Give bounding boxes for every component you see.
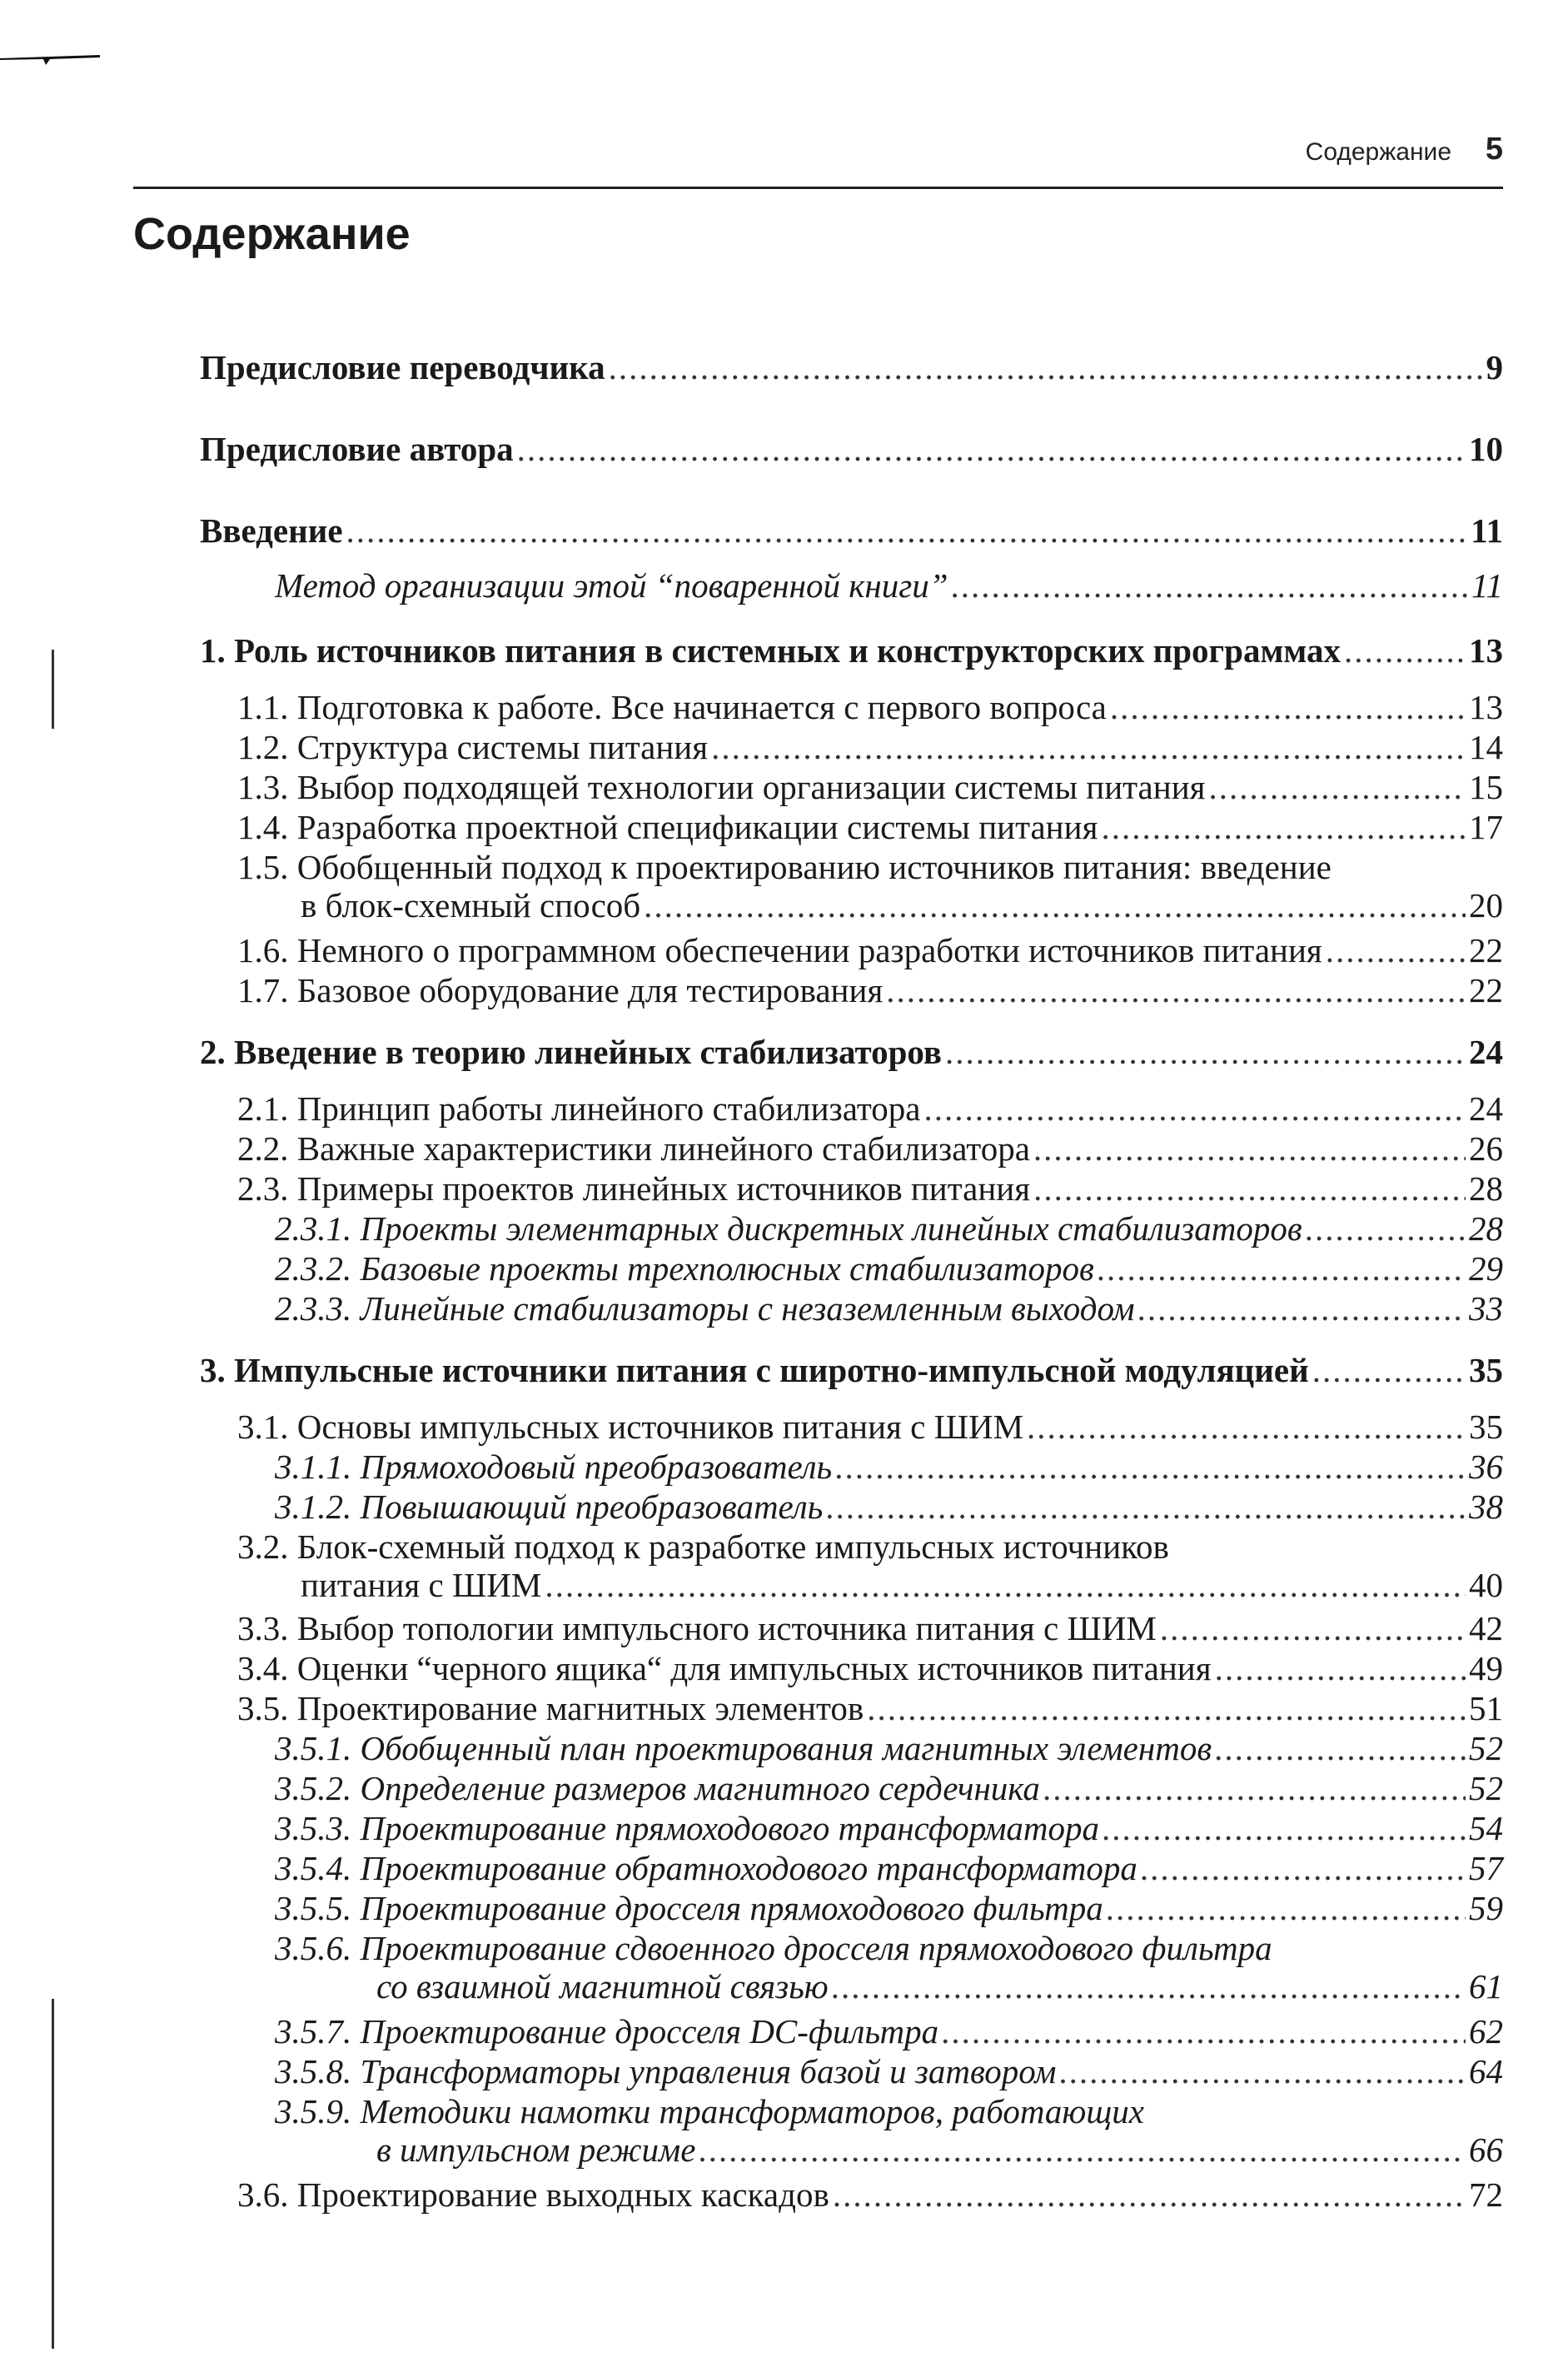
toc-entry	[200, 1769, 1503, 1807]
toc-page-number: 35	[1469, 1408, 1503, 1446]
toc-leader	[832, 1967, 1466, 2006]
toc-entry-title: Проектирование сдвоенного дросселя прямоходового фильтра	[360, 1929, 1272, 1967]
toc-entry-title: Повышающий преобразователь	[360, 1487, 824, 1526]
toc-leader	[1209, 768, 1466, 806]
toc-entry-number: 3.5.1.	[275, 1729, 352, 1767]
toc-entry-title: Предисловие переводчика	[200, 348, 605, 386]
toc-entry-title: Базовые проекты трехполюсных стабилизаторов	[360, 1249, 1094, 1288]
toc-entry	[200, 1169, 1503, 1208]
toc-entry-title: Проектирование дросселя прямоходового фильтра	[360, 1889, 1103, 1927]
toc-entry-title: Блок-схемный подход к разработке импульсных источников	[296, 1527, 1169, 1566]
toc-entry	[200, 1809, 1503, 1847]
toc-entry	[200, 768, 1503, 806]
toc-entry	[200, 1351, 1503, 1389]
toc-entry-number: 3.5.2.	[275, 1769, 352, 1807]
toc-entry-title-continuation: питания с ШИМ	[301, 1566, 542, 1604]
toc-leader	[942, 2012, 1466, 2051]
toc-leader	[945, 1033, 1466, 1071]
toc-entry	[200, 2092, 1503, 2169]
toc-entry	[200, 1527, 1503, 1604]
toc-entry-number: 3.4.	[237, 1649, 289, 1687]
toc-entry-number: 3.1.	[237, 1408, 289, 1446]
toc-leader	[1215, 1649, 1466, 1687]
toc-page-number: 14	[1469, 728, 1503, 766]
toc-page-number: 52	[1469, 1769, 1503, 1807]
toc-entry	[200, 1689, 1503, 1727]
toc-leader	[1141, 1849, 1466, 1887]
toc-page-number: 13	[1469, 688, 1503, 726]
toc-page-number: 64	[1469, 2052, 1503, 2090]
running-head	[133, 133, 1503, 189]
toc-leader	[1344, 631, 1466, 670]
toc-entry-title: Основы импульсных источников питания с ШИМ	[296, 1408, 1024, 1446]
toc-entry-number: 3.5.5.	[275, 1889, 352, 1927]
toc-leader	[1110, 688, 1466, 726]
toc-page-number: 28	[1469, 1209, 1503, 1248]
toc-leader	[1098, 1249, 1466, 1288]
running-head-page-number: 5	[1485, 132, 1503, 167]
toc-leader	[517, 430, 1466, 468]
toc-entry-title: Прямоходовый преобразователь	[360, 1448, 833, 1486]
toc-leader	[711, 728, 1466, 766]
toc-entry	[200, 1289, 1503, 1328]
toc-leader	[1312, 1351, 1466, 1389]
toc-entry-number: 1.7.	[237, 971, 289, 1009]
toc-page-number: 10	[1469, 430, 1503, 468]
toc-page-number: 29	[1469, 1249, 1503, 1288]
toc-page-number: 49	[1469, 1649, 1503, 1687]
toc-leader	[1059, 2052, 1466, 2090]
toc-entry-number: 1.5.	[237, 848, 289, 886]
toc-page-number: 51	[1469, 1689, 1503, 1727]
toc-entry	[200, 2175, 1503, 2214]
toc-entry-number: 3.1.2.	[275, 1487, 352, 1526]
toc-entry-title: Метод организации этой “поваренной книги”	[275, 566, 948, 605]
toc-leader	[835, 1448, 1466, 1486]
toc-leader	[952, 566, 1469, 605]
toc-page-number: 38	[1469, 1487, 1503, 1526]
toc-page-number: 20	[1469, 886, 1503, 924]
toc-entry-number: 2.2.	[237, 1129, 289, 1168]
toc-entry-number: 3.5.4.	[275, 1849, 352, 1887]
toc-entry-number: 3.3.	[237, 1609, 289, 1647]
toc-entry	[200, 1649, 1503, 1687]
toc-entry	[200, 931, 1503, 969]
toc-entry-number: 2.3.3.	[275, 1289, 352, 1328]
toc-entry	[200, 1249, 1503, 1288]
toc-page-number: 35	[1469, 1351, 1503, 1389]
toc-entry	[200, 430, 1503, 468]
toc-entry	[200, 1129, 1503, 1168]
toc-leader	[1101, 808, 1466, 846]
toc-page-number: 22	[1469, 931, 1503, 969]
toc-entry-title: Методики намотки трансформаторов, работающих	[360, 2092, 1144, 2130]
toc-leader	[1138, 1289, 1466, 1328]
toc-leader	[833, 2175, 1466, 2214]
toc-page-number: 24	[1469, 1089, 1503, 1128]
toc-entry-title: Оценки “черного ящика“ для импульсных источников питания	[296, 1649, 1212, 1687]
toc-leader	[826, 1487, 1466, 1526]
toc-leader	[346, 511, 1468, 550]
toc-entry-number: 3.5.6.	[275, 1929, 352, 1967]
toc-entry	[200, 566, 1503, 605]
toc-leader	[1103, 1809, 1466, 1847]
toc-page-number: 17	[1469, 808, 1503, 846]
toc-entry-number: 1.6.	[237, 931, 289, 969]
toc-leader	[609, 348, 1483, 386]
margin-line	[52, 650, 54, 729]
toc-page-number: 22	[1469, 971, 1503, 1009]
toc-entry	[200, 511, 1503, 550]
toc-page-number: 15	[1469, 768, 1503, 806]
toc-entry-title: Важные характеристики линейного стабилизатора	[296, 1129, 1030, 1168]
toc-leader	[886, 971, 1466, 1009]
toc-entry-title: Выбор подходящей технологии организации системы питания	[296, 768, 1206, 806]
margin-line	[52, 1999, 54, 2349]
toc-entry-number: 3.1.1.	[275, 1448, 352, 1486]
toc-entry-title: Проектирование обратноходового трансформатора	[360, 1849, 1137, 1887]
toc-leader	[545, 1566, 1466, 1604]
toc-entry-number: 1.1.	[237, 688, 289, 726]
toc-entry-number: 3.	[200, 1351, 226, 1389]
toc-leader	[1033, 1169, 1466, 1208]
toc-leader	[867, 1689, 1466, 1727]
toc-entry	[200, 2012, 1503, 2051]
toc-entry-number: 3.5.7.	[275, 2012, 352, 2051]
toc-entry-number: 1.3.	[237, 768, 289, 806]
toc-entry-number: 2.3.	[237, 1169, 289, 1208]
toc-leader	[699, 2130, 1466, 2169]
toc-entry-title: Проектирование дросселя DC-фильтра	[360, 2012, 939, 2051]
toc-entry	[200, 971, 1503, 1009]
toc-entry-title: Проектирование магнитных элементов	[296, 1689, 864, 1727]
toc-entry-title: Предисловие автора	[200, 430, 514, 468]
toc-page-number: 57	[1469, 1849, 1503, 1887]
toc-entry	[200, 1849, 1503, 1887]
toc-entry-number: 3.2.	[237, 1527, 289, 1566]
toc-entry-title: Базовое оборудование для тестирования	[296, 971, 884, 1009]
toc-entry-title: Импульсные источники питания с широтно-импульсной модуляцией	[234, 1351, 1309, 1389]
toc-page-number: 13	[1469, 631, 1503, 670]
toc-entry-title: Проектирование выходных каскадов	[296, 2175, 829, 2214]
toc-entry-title: Примеры проектов линейных источников питания	[296, 1169, 1031, 1208]
toc-page-number: 9	[1486, 348, 1503, 386]
toc-page-number: 40	[1469, 1566, 1503, 1604]
toc-page-number: 11	[1471, 511, 1503, 550]
toc-entry	[200, 1929, 1503, 2006]
toc-entry-number: 2.3.2.	[275, 1249, 352, 1288]
toc-entry-number: 3.5.	[237, 1689, 289, 1727]
toc-entry-number: 2.	[200, 1033, 226, 1071]
toc-leader	[1306, 1209, 1466, 1248]
toc-entry-title: Подготовка к работе. Все начинается с первого вопроса	[296, 688, 1107, 726]
toc-entry	[200, 728, 1503, 766]
toc-leader	[1043, 1769, 1466, 1807]
toc-entry-title: Введение в теорию линейных стабилизаторов	[234, 1033, 942, 1071]
toc-page-number: 62	[1469, 2012, 1503, 2051]
toc-leader	[1027, 1408, 1466, 1446]
toc-entry	[200, 1487, 1503, 1526]
toc-entry	[200, 2052, 1503, 2090]
toc-page-number: 54	[1469, 1809, 1503, 1847]
toc-page-number: 61	[1469, 1967, 1503, 2006]
toc-leader	[1033, 1129, 1466, 1168]
toc-leader	[1326, 931, 1466, 969]
toc-entry	[200, 1729, 1503, 1767]
toc-page-number: 24	[1469, 1033, 1503, 1071]
toc-entry-number: 1.2.	[237, 728, 289, 766]
toc-entry-number: 3.5.8.	[275, 2052, 352, 2090]
toc-entry-title: Линейные стабилизаторы с незаземленным выходом	[360, 1289, 1135, 1328]
toc-page-number: 26	[1469, 1129, 1503, 1168]
toc-entry-number: 1.	[200, 631, 226, 670]
toc-entry	[200, 688, 1503, 726]
toc-page-number: 59	[1469, 1889, 1503, 1927]
toc-entry-title-continuation: в импульсном режиме	[376, 2130, 696, 2169]
page-corner-mark	[0, 50, 100, 67]
toc-page-number: 42	[1469, 1609, 1503, 1647]
toc-entry-number: 3.5.3.	[275, 1809, 352, 1847]
toc-entry-number: 3.6.	[237, 2175, 289, 2214]
toc-leader	[1160, 1609, 1466, 1647]
toc-entry	[200, 1033, 1503, 1071]
toc-page-number: 36	[1469, 1448, 1503, 1486]
toc-entry-title: Немного о программном обеспечении разработки источников питания	[296, 931, 1322, 969]
toc-page-number: 11	[1471, 566, 1503, 605]
toc-page-number: 52	[1469, 1729, 1503, 1767]
toc-page-number: 28	[1469, 1169, 1503, 1208]
toc-entry	[200, 1089, 1503, 1128]
toc-entry-title: Проектирование прямоходового трансформатора	[360, 1809, 1100, 1847]
toc-entry-title: Структура системы питания	[296, 728, 709, 766]
toc-entry-title: Разработка проектной спецификации системы питания	[296, 808, 1098, 846]
toc-entry	[200, 1609, 1503, 1647]
toc-entry-number: 2.3.1.	[275, 1209, 352, 1248]
toc-page-number: 33	[1469, 1289, 1503, 1328]
running-head-title: Содержание	[1305, 138, 1451, 166]
page-title: Содержание	[133, 209, 411, 259]
toc-entry-title: Обобщенный подход к проектированию источников питания: введение	[296, 848, 1332, 886]
toc-leader	[1215, 1729, 1466, 1767]
toc-entry-title: Введение	[200, 511, 343, 550]
toc-entry-number: 1.4.	[237, 808, 289, 846]
toc-entry-number: 3.5.9.	[275, 2092, 352, 2130]
toc-entry-title: Обобщенный план проектирования магнитных элементов	[360, 1729, 1212, 1767]
toc-leader	[1107, 1889, 1466, 1927]
toc-entry-title: Выбор топологии импульсного источника питания с ШИМ	[296, 1609, 1157, 1647]
toc-entry-title-continuation: со взаимной магнитной связью	[376, 1967, 829, 2006]
toc-entry	[200, 348, 1503, 386]
toc-leader	[644, 886, 1466, 924]
toc-entry	[200, 1209, 1503, 1248]
toc-entry	[200, 1889, 1503, 1927]
toc-entry	[200, 808, 1503, 846]
toc-entry-title: Роль источников питания в системных и конструкторских программах	[234, 631, 1342, 670]
toc-entry-title: Проекты элементарных дискретных линейных стабилизаторов	[360, 1209, 1302, 1248]
toc-entry	[200, 1408, 1503, 1446]
toc-entry	[200, 1448, 1503, 1486]
toc-leader	[923, 1089, 1466, 1128]
toc-entry-title: Определение размеров магнитного сердечника	[360, 1769, 1040, 1807]
toc-entry	[200, 848, 1503, 924]
toc-entry-title-continuation: в блок-схемный способ	[301, 886, 641, 924]
toc-entry-title: Трансформаторы управления базой и затвором	[360, 2052, 1057, 2090]
toc-entry-title: Принцип работы линейного стабилизатора	[296, 1089, 921, 1128]
toc-page-number: 66	[1469, 2130, 1503, 2169]
toc-entry	[200, 631, 1503, 670]
toc-page-number: 72	[1469, 2175, 1503, 2214]
toc-entry-number: 2.1.	[237, 1089, 289, 1128]
